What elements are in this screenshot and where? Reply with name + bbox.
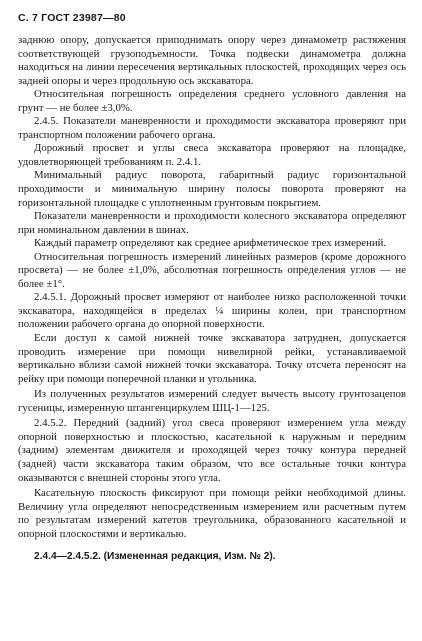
paragraph-leveling-rod: Если доступ к самой нижней точке экскаватора затруднен, допускается проводить измерение при помощи нивелирной рейки, устанавливаемой вертикально вблизи самой нижней точки экскаватора. Точку отсчета переносят на рейку при помощи поперечной планки и угольника. (18, 332, 406, 385)
document-page (18, 12, 406, 562)
paragraph-turning-radius: Минимальный радиус поворота, габаритный радиус горизонтальной проходимости и минимальную ширину полосы поворота проверяют на горизонтальной площадке с уплотненным грунтовым покрытием. (18, 169, 406, 209)
paragraph-tangent-plane: Касательную плоскость фиксируют при помощи рейки необходимой длины. Величину угла определяют непосредственным измерением или расчетным путем по результатам измерений катетов треугольника, образованного касательной и опорной плоскостями и вертикалью. (18, 487, 406, 540)
paragraph-road-clearance: Дорожный просвет и углы свеса экскаватора проверяют на площадке, удовлетворяющей требованиям п. 2.4.1. (18, 142, 406, 168)
paragraph-2-4-5-1: 2.4.5.1. Дорожный просвет измеряют от наиболее низко расположенной точки экскаватора, находящейся в пределах ¼ ширины колеи, при транспортном положении рабочего органа до опорной поверхности. (18, 291, 406, 331)
paragraph-2-4-5-2: 2.4.5.2. Передний (задний) угол свеса проверяют измерением угла между опорной поверхностью и плоскостью, касательной к наружным и передним (задним) элементам движителя и проходящей через точку контура передней (задней) части экскаватора таким образом, что все остальные точки контура оказываются с внешней стороны этого угла. (18, 417, 406, 484)
paragraph-average: Каждый параметр определяют как среднее арифметическое трех измерений. (34, 237, 387, 250)
paragraph-pressure-error: Относительная погрешность определения среднего условного давления на грунт — не более ±3,0%. (18, 88, 406, 114)
paragraph-grouser-height: Из полученных результатов измерений следует вычесть высоту грунтозацепов гусеницы, измеренную штангенциркулем ШЦ-1—125. (18, 388, 406, 414)
paragraph-linear-error: Относительная погрешность измерений линейных размеров (кроме дорожного просвета) — не более ±1,0%, абсолютная погрешность определения углов — не более ±1°. (18, 250, 406, 290)
amendment-note: 2.4.4—2.4.5.2. (Измененная редакция, Изм. № 2). (34, 551, 276, 563)
paragraph-2-4-5: 2.4.5. Показатели маневренности и проходимости экскаватора проверяют при транспортном положении рабочего органа. (18, 115, 406, 141)
running-head: С. 7 ГОСТ 23987—80 (18, 12, 126, 24)
paragraph-continuation: заднюю опору, допускается приподнимать опору через динамометр растяжения соответствующей грузоподъемности. Точка подвески динамометра должна находиться на линии пересечения вертикальных плоскостей, проходящих через ось задней опоры и через продольную ось экскаватора. (18, 34, 406, 87)
paragraph-wheeled-excavator: Показатели маневренности и проходимости колесного экскаватора определяют при номинальном давлении в шинах. (18, 210, 406, 236)
